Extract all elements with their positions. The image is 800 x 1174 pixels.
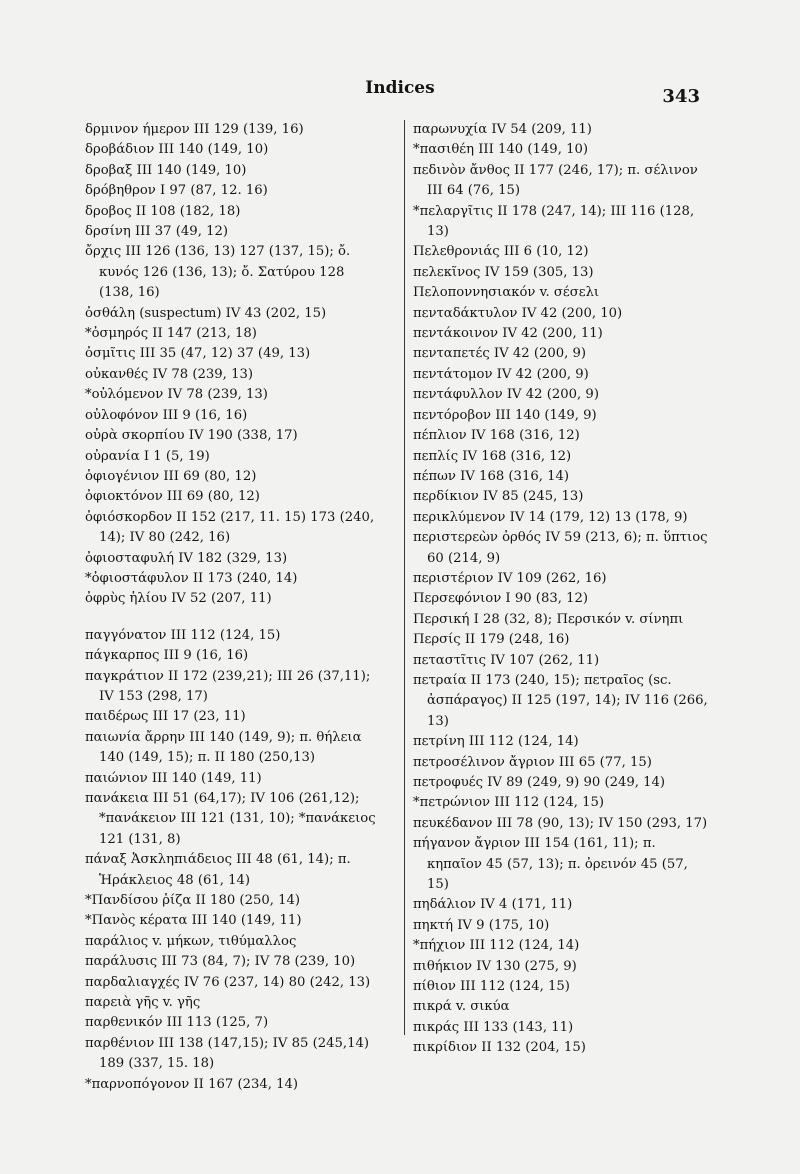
column-divider — [404, 120, 405, 1035]
index-entry: *παρνοπόγονον II 167 (234, 14) — [85, 1076, 299, 1092]
index-entry: παιώνιον III 140 (149, 11) — [85, 770, 262, 786]
index-entry: *Πανὸς κέρατα III 140 (149, 11) — [85, 913, 302, 929]
index-entry: πέπλιον IV 168 (316, 12) — [413, 428, 580, 444]
index-entry: πάγκαρπος III 9 (16, 16) — [85, 648, 249, 664]
index-entry: *ὀφιοστάφυλον II 173 (240, 14) — [85, 570, 298, 586]
index-entry: πιθήκιον IV 130 (275, 9) — [413, 958, 577, 974]
index-entry: παράλιος v. μήκων, τιθύμαλλος — [85, 933, 297, 949]
running-title: Indices — [365, 78, 435, 98]
index-entry: πενταπετές IV 42 (200, 9) — [413, 346, 587, 362]
index-entry: ὄρχις III 126 (136, 13) 127 (137, 15); ὄ. κυνός 126 (136, 13); ὄ. Σατύρου 128 (138, 16) — [85, 244, 355, 301]
index-entry: παρθένιον III 138 (147,15); IV 85 (245,14) 189 (337, 15. 18) — [85, 1035, 374, 1072]
page-header — [0, 76, 800, 106]
index-entry: πετρίνη III 112 (124, 14) — [413, 734, 579, 750]
index-entry: ὀφιόσκορδον II 152 (217, 11. 15) 173 (240, 14); IV 80 (242, 16) — [85, 509, 379, 546]
index-entry: περικλύμενον IV 14 (179, 12) 13 (178, 9) — [413, 509, 688, 525]
index-entry: *πήχιον III 112 (124, 14) — [413, 938, 580, 954]
index-entry: Περσίς II 179 (248, 16) — [413, 632, 570, 648]
index-entry: παρειὰ γῆς v. γῆς — [85, 995, 201, 1011]
index-entry: πεταστῖτις IV 107 (262, 11) — [413, 652, 600, 668]
index-column-left — [85, 120, 381, 1095]
index-entry: πελεκῖνος IV 159 (305, 13) — [413, 264, 594, 280]
index-entry: περδίκιον IV 85 (245, 13) — [413, 489, 584, 505]
index-entry: Πελοποννησιακόν v. σέσελι — [413, 285, 600, 301]
index-entry: πικρίδιον II 132 (204, 15) — [413, 1040, 586, 1056]
index-entry: πευκέδανον III 78 (90, 13); IV 150 (293, 17) — [413, 815, 708, 831]
index-entry: ὀσθάλη (suspectum) IV 43 (202, 15) — [85, 305, 327, 321]
index-entry: ὀφρὺς ἡλίου IV 52 (207, 11) — [85, 591, 272, 607]
index-entry: πεντάτομον IV 42 (200, 9) — [413, 366, 589, 382]
index-entry: παρδαλιαγχές IV 76 (237, 14) 80 (242, 13) — [85, 974, 371, 990]
index-entry: πίθιον III 112 (124, 15) — [413, 979, 570, 995]
index-entry: δροβαξ III 140 (149, 10) — [85, 162, 247, 178]
index-entry: οὐλοφόνον III 9 (16, 16) — [85, 407, 248, 423]
index-entry: παράλυσις III 73 (84, 7); IV 78 (239, 10) — [85, 954, 356, 970]
index-entry: οὐρανία I 1 (5, 19) — [85, 448, 210, 464]
index-entry: παιωνία ἄρρην III 140 (149, 9); π. θήλεια 140 (149, 15); π. II 180 (250,13) — [85, 729, 366, 766]
index-entry: δροβος II 108 (182, 18) — [85, 203, 241, 219]
index-entry: ὀφιοσταφυλή IV 182 (329, 13) — [85, 550, 288, 566]
page-number: 343 — [662, 86, 700, 107]
index-entry: πεντόροβον III 140 (149, 9) — [413, 407, 597, 423]
index-entry: περιστερεὼν ὀρθός IV 59 (213, 6); π. ὕπτιος 60 (214, 9) — [413, 530, 712, 566]
index-entry: πικρά v. σικύα — [413, 999, 510, 1015]
index-entry: πεντάκοινον IV 42 (200, 11) — [413, 326, 603, 342]
index-entry: δρσίνη III 37 (49, 12) — [85, 224, 229, 240]
index-entry: ὀσμῖτις III 35 (47, 12) 37 (49, 13) — [85, 346, 311, 362]
index-entry: δροβάδιον III 140 (149, 10) — [85, 142, 269, 158]
index-entry: δρμινον ήμερον III 129 (139, 16) — [85, 122, 304, 137]
index-entry: πεπλίς IV 168 (316, 12) — [413, 448, 572, 464]
index-entry: *πελαργῖτις II 178 (247, 14); III 116 (128, 13) — [413, 203, 699, 240]
index-entry: παγκράτιον II 172 (239,21); III 26 (37,11); IV 153 (298, 17) — [85, 668, 375, 704]
index-entry: οὐρὰ σκορπίου IV 190 (338, 17) — [85, 428, 298, 444]
index-entry: *Πανδίσου ῥίζα II 180 (250, 14) — [85, 893, 301, 909]
index-entry: πετροφυές IV 89 (249, 9) 90 (249, 14) — [413, 775, 666, 790]
index-entry: Περσική I 28 (32, 8); Περσικόν v. σίνηπι — [413, 611, 684, 627]
index-entry: Πελεθρονιάς III 6 (10, 12) — [413, 244, 589, 260]
index-entry: πενταδάκτυλον IV 42 (200, 10) — [413, 305, 623, 321]
index-entry: πηδάλιον IV 4 (171, 11) — [413, 897, 573, 913]
index-entry: πέπων IV 168 (316, 14) — [413, 468, 570, 484]
index-entry: πάναξ Ἀσκληπιάδειος III 48 (61, 14); π. Ἡράκλειος 48 (61, 14) — [85, 852, 355, 888]
index-entry: παρωνυχία IV 54 (209, 11) — [413, 122, 592, 137]
index-entry: περιστέριον IV 109 (262, 16) — [413, 570, 607, 586]
index-entry: πικράς III 133 (143, 11) — [413, 1019, 574, 1035]
index-entry: ὀφιογένιον III 69 (80, 12) — [85, 468, 257, 484]
index-entry: πεδινὸν ἄνθος II 177 (246, 17); π. σέλινον III 64 (76, 15) — [413, 162, 702, 199]
index-entry: δρόβηθρον I 97 (87, 12. 16) — [85, 183, 268, 199]
index-entry: πεντάφυλλον IV 42 (200, 9) — [413, 387, 599, 403]
index-entry: *πετρώνιον III 112 (124, 15) — [413, 795, 605, 811]
index-entry: *οὐλόμενον IV 78 (239, 13) — [85, 387, 268, 403]
index-entry: πήγανον ἄγριον III 154 (161, 11); π. κηπαῖον 45 (57, 13); π. ὀρεινόν 45 (57, 15) — [413, 836, 693, 893]
index-entry: παγγόνατον III 112 (124, 15) — [85, 627, 281, 643]
index-entry: ὀφιοκτόνον III 69 (80, 12) — [85, 489, 260, 505]
index-entry: *ὀσμηρός II 147 (213, 18) — [85, 326, 257, 342]
index-entry: Περσεφόνιον I 90 (83, 12) — [413, 591, 589, 607]
index-entry: οὐκανθές IV 78 (239, 13) — [85, 366, 253, 382]
index-column-right — [413, 120, 712, 1059]
index-entry: πετροσέλινον ἄγριον III 65 (77, 15) — [413, 754, 652, 770]
index-entry: πανάκεια III 51 (64,17); IV 106 (261,12); *πανάκειον III 121 (131, 10); *πανάκειος 121 (131, 8) — [85, 791, 380, 847]
index-entry: πηκτή IV 9 (175, 10) — [413, 917, 550, 933]
index-entry: *πασιθέη III 140 (149, 10) — [413, 142, 589, 158]
index-entry: παιδέρως III 17 (23, 11) — [85, 709, 246, 725]
index-entry: παρθενικόν III 113 (125, 7) — [85, 1015, 269, 1031]
index-entry: πετραία II 173 (240, 15); πετραῖος (sc. ἀσπάραγος) II 125 (197, 14); IV 116 (266, 13) — [413, 672, 712, 729]
